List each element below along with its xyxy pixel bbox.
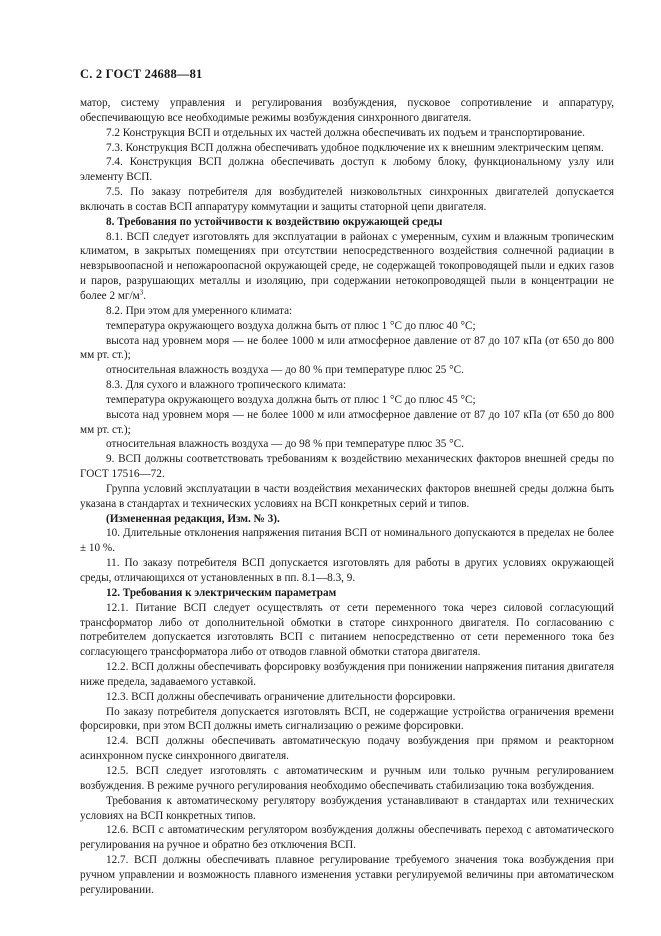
paragraph-text: 12.2. ВСП должны обеспечивать форсировку возбуждения при понижении напряжения питания двигателя ниже предела, задаваемого уставкой. xyxy=(80,661,614,688)
paragraph-text: 9. ВСП должны соответствовать требованиям к воздействию механических факторов внешней среды по ГОСТ 17516—72. xyxy=(80,453,614,481)
paragraph-text: 12.3. ВСП должны обеспечивать ограничение длительности форсировки. xyxy=(106,690,456,703)
paragraph-text: Группа условий эксплуатации в части воздействия механических факторов внешней среды должна быть указана в стандартах и технических условиях на ВСП конкретных серий и типов. xyxy=(80,482,614,510)
paragraph-text: относительная влажность воздуха — до 98 % при температуре плюс 35 °С. xyxy=(106,438,464,451)
section-heading xyxy=(80,512,614,527)
page-header: С. 2 ГОСТ 24688—81 xyxy=(80,67,203,81)
paragraph-text: 12.5. ВСП следует изготовлять с автоматическим и ручным или только ручным регулированием возбуждения. В режиме ручного регулирования необходимо обеспечивать стабилизацию тока возбуждения. xyxy=(80,764,614,792)
paragraph xyxy=(80,334,614,364)
paragraph xyxy=(80,378,614,393)
paragraph xyxy=(80,363,614,378)
section-heading xyxy=(80,586,614,601)
paragraph xyxy=(80,126,614,141)
paragraph-text: Требования к автоматическому регулятору возбуждения устанавливают в стандартах или технических условиях на ВСП конкретных типов. xyxy=(80,794,614,822)
paragraph-text: 12. Требования к электрическим параметрам xyxy=(106,586,337,599)
paragraph-text: 7.3. Конструкция ВСП должна обеспечивать удобное подключение их к внешним электрическим цепям. xyxy=(106,141,604,154)
paragraph xyxy=(80,230,614,304)
superscript: 3 xyxy=(139,288,144,297)
paragraph-text: 8.2. При этом для умеренного климата: xyxy=(106,304,293,317)
paragraph xyxy=(80,601,614,660)
paragraph xyxy=(80,660,614,690)
paragraph-text: высота над уровнем моря — не более 1000 м или атмосферное давление от 87 до 107 кПа (от 650 до 800 мм рт. ст.); xyxy=(80,334,614,362)
paragraph xyxy=(80,764,614,794)
paragraph xyxy=(80,823,614,853)
paragraph-text: 7.2 Конструкция ВСП и отдельных их частей должна обеспечивать их подъем и транспортирование. xyxy=(106,126,585,139)
paragraph-text: относительная влажность воздуха — до 80 % при температуре плюс 25 °С. xyxy=(106,364,464,377)
paragraph xyxy=(80,393,614,408)
paragraph xyxy=(80,734,614,764)
paragraph-text: 12.1. Питание ВСП следует осуществлять от сети переменного тока через силовой согласующий трансформатор либо от дополнительной обмотки в статоре синхронного двигателя. По согласованию с потребителем допускается изготовлять ВСП с питанием непосредственно от сети переменного тока без согласующего трансформатора либо от отводов главной обмотки статора двигателя. xyxy=(80,601,614,659)
paragraph xyxy=(80,452,614,482)
paragraph-text: температура окружающего воздуха должна быть от плюс 1 °С до плюс 40 °С; xyxy=(106,319,476,332)
paragraph xyxy=(80,437,614,452)
paragraph-text: По заказу потребителя допускается изготовлять ВСП, не содержащие устройства ограничения времени форсировки, при этом ВСП должны иметь сигнализацию о режиме форсировки. xyxy=(80,705,614,733)
paragraph-text: 7.5. По заказу потребителя для возбудителей низковольтных синхронных двигателей допускается включать в состав ВСП аппаратуру коммутации и защиты статорной цепи двигателя. xyxy=(80,186,614,213)
paragraph xyxy=(80,690,614,705)
paragraph-text: 7.4. Конструкция ВСП должна обеспечивать доступ к любому блоку, функциональному узлу или элементу ВСП. xyxy=(80,156,614,184)
paragraph xyxy=(80,319,614,334)
paragraph-text: 8. Требования по устойчивости к воздействию окружающей среды xyxy=(106,215,443,228)
document-body xyxy=(80,96,614,898)
paragraph xyxy=(80,155,614,185)
paragraph-text: 11. По заказу потребителя ВСП допускается изготовлять для работы в других условиях окружающей среды, отличающихся от установленных в пп. 8.1—8.3, 9. xyxy=(80,557,614,584)
paragraph-text: матор, систему управления и регулирования возбуждения, пусковое сопротивление и аппаратуру, обеспечивающую все необходимые режимы возбуждения синхронного двигателя. xyxy=(80,97,614,124)
section-heading xyxy=(80,215,614,230)
paragraph-text: 12.4. ВСП должны обеспечивать автоматическую подачу возбуждения при прямом и реакторном асинхронном пуске синхронного двигателя. xyxy=(80,735,614,763)
paragraph xyxy=(80,853,614,898)
paragraph xyxy=(80,185,614,215)
paragraph xyxy=(80,96,614,126)
paragraph-text: температура окружающего воздуха должна быть от плюс 1 °С до плюс 45 °С; xyxy=(106,393,476,406)
paragraph-text: высота над уровнем моря — не более 1000 м или атмосферное давление от 87 до 107 кПа (от 650 до 800 мм рт. ст.); xyxy=(80,408,614,436)
paragraph xyxy=(80,705,614,735)
paragraph xyxy=(80,141,614,156)
paragraph xyxy=(80,408,614,438)
paragraph xyxy=(80,556,614,586)
paragraph-text: 10. Длительные отклонения напряжения питания ВСП от номинального допускаются в пределах не более ± 10 %. xyxy=(80,527,614,555)
paragraph-text: 12.7. ВСП должны обеспечивать плавное регулирование требуемого значения тока возбуждения при ручном управлении и возможность плавного изменения уставки регулируемой величины при автоматическом регулировании. xyxy=(80,854,614,896)
paragraph-text: (Измененная редакция, Изм. № 3). xyxy=(106,512,280,525)
paragraph-text: 8.1. ВСП следует изготовлять для эксплуатации в районах с умеренным, сухим и влажным тропическим климатом, в закрытых помещениях при отсутствии непосредственного воздействия солнечной радиации в невзрывоопасной и непожароопасной окружающей среде, не содержащей токопроводящей пыли и едких газов и паров, разрушающих металлы и изоляцию, при содержании нетокопроводящей пыли в концентрации не более 2 мг/м xyxy=(80,230,614,302)
paragraph-text: 12.6. ВСП с автоматическим регулятором возбуждения должны обеспечивать переход с автоматического регулирования на ручное и обратно без отключения ВСП. xyxy=(80,824,614,852)
paragraph-text: 8.3. Для сухого и влажного тропического климата: xyxy=(106,379,347,392)
paragraph xyxy=(80,526,614,556)
paragraph xyxy=(80,794,614,824)
paragraph xyxy=(80,304,614,319)
paragraph-tail: . xyxy=(143,289,146,302)
paragraph xyxy=(80,482,614,512)
